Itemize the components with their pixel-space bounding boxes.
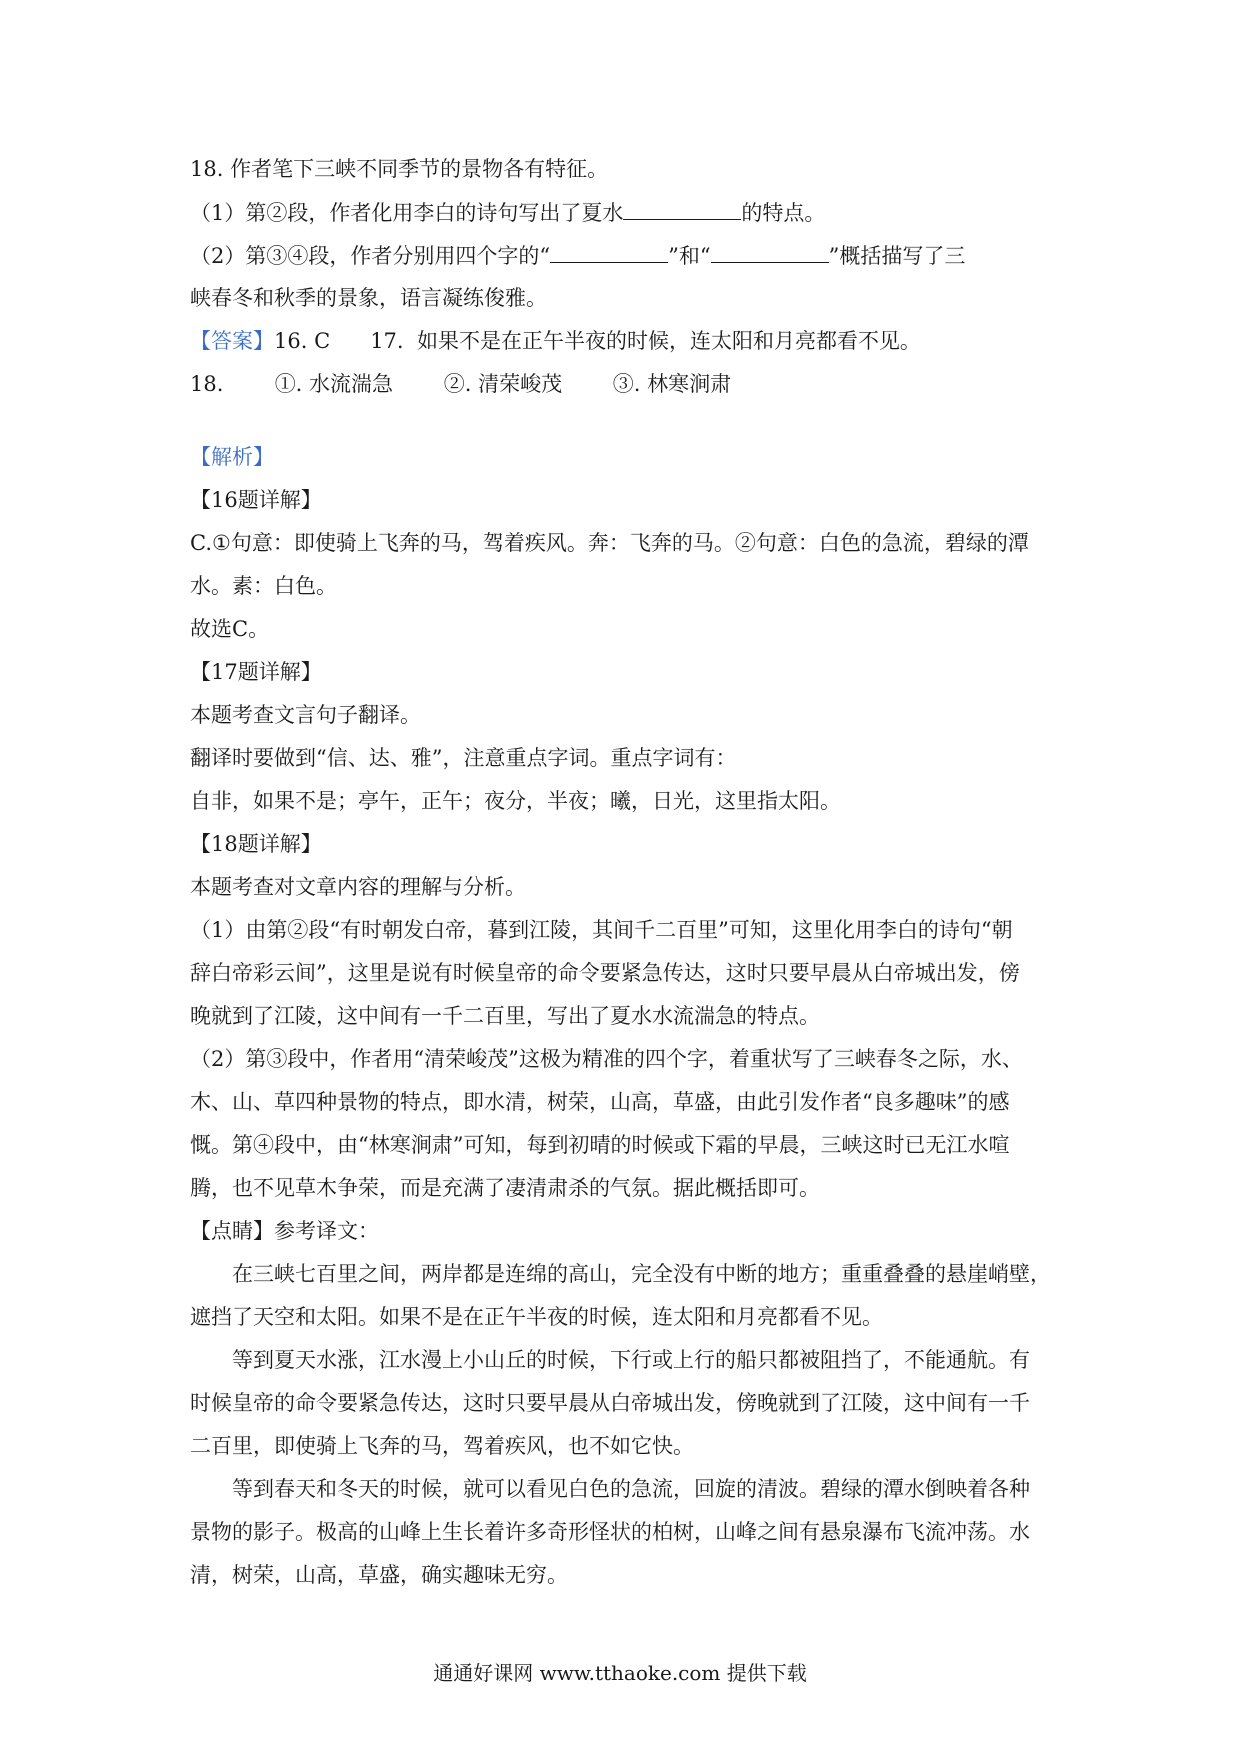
paragraph-line: 本题考查对文章内容的理解与分析。: [190, 875, 526, 899]
analysis-tag: 【解析】: [190, 445, 274, 469]
paragraph-line: 水。素：白色。: [190, 574, 337, 598]
paragraph-line: 故选C。: [190, 617, 270, 641]
note-label: 参考译文：: [274, 1219, 379, 1243]
question-18-title: 18. 作者笔下三峡不同季节的景物各有特征。: [190, 157, 609, 181]
note-tag: 【点睛】: [190, 1219, 274, 1243]
answer-item: ②. 清荣峻茂: [443, 372, 563, 396]
translation-line: 二百里，即使骑上飞奔的马，驾着疾风，也不如它快。: [190, 1434, 694, 1458]
part1-text-before: （1）第②段，作者化用李白的诗句写出了夏水: [190, 201, 624, 225]
part2-text-a: （2）第③④段，作者分别用四个字的“: [190, 244, 551, 268]
answer-tag: 【答案】: [190, 329, 274, 353]
q18-heading: 【18题详解】: [190, 832, 322, 856]
paragraph-line: 自非，如果不是；亭午，正午；夜分，半夜；曦，日光，这里指太阳。: [190, 789, 841, 813]
translation-line: 时候皇帝的命令要紧急传达，这时只要早晨从白帝城出发，傍晚就到了江陵，这中间有一千: [190, 1391, 1030, 1415]
paragraph-line: 翻译时要做到“信、达、雅”，注意重点字词。重点字词有：: [190, 746, 737, 770]
q17-heading: 【17题详解】: [190, 660, 322, 684]
answer-18-line: [190, 363, 1060, 406]
paragraph-line: 慨。第④段中，由“林寒涧肃”可知，每到初晴的时候或下霜的早晨，三峡这时已无江水喧: [190, 1133, 1010, 1157]
answer-blank: [550, 234, 668, 263]
answer-18-number: 18.: [190, 372, 224, 396]
translation-line: 清，树荣，山高，草盛，确实趣味无穷。: [190, 1563, 568, 1587]
paragraph-line: （2）第③段中，作者用“清荣峻茂”这极为精准的四个字，着重状写了三峡春冬之际，水、: [190, 1047, 1023, 1071]
translation-line: 等到春天和冬天的时候，就可以看见白色的急流，回旋的清波。碧绿的潭水倒映着各种: [232, 1477, 1030, 1501]
translation-line: 等到夏天水涨，江水漫上小山丘的时候，下行或上行的船只都被阻挡了，不能通航。有: [232, 1348, 1030, 1372]
answer-line: [190, 320, 1060, 363]
paragraph-line: C.①句意：即使骑上飞奔的马，驾着疾风。奔：飞奔的马。②句意：白色的急流，碧绿的潭: [190, 531, 1029, 555]
answer-item: ①. 水流湍急: [274, 372, 394, 396]
translation-line: 景物的影子。极高的山峰上生长着许多奇形怪状的柏树，山峰之间有悬泉瀑布飞流冲荡。水: [190, 1520, 1030, 1544]
q16-heading: 【16题详解】: [190, 488, 322, 512]
spacer: [190, 406, 1060, 436]
question-18-part2-cont: 峡春冬和秋季的景象，语言凝练俊雅。: [190, 286, 547, 310]
translation-line: 遮挡了天空和太阳。如果不是在正午半夜的时候，连太阳和月亮都看不见。: [190, 1305, 883, 1329]
part1-text-after: 的特点。: [741, 201, 826, 225]
part2-text-b: ”和“: [668, 244, 711, 268]
answer-blank: [623, 191, 741, 220]
paragraph-line: 晚就到了江陵，这中间有一千二百里，写出了夏水水流湍急的特点。: [190, 1004, 820, 1028]
answer-blank: [711, 234, 829, 263]
part2-text-c: ”概括描写了三: [828, 244, 966, 268]
paragraph-line: （1）由第②段“有时朝发白帝，暮到江陵，其间千二百里”可知，这里化用李白的诗句“朝: [190, 918, 1013, 942]
document-body: [190, 148, 1060, 1597]
paragraph-line: 木、山、草四种景物的特点，即水清，树荣，山高，草盛，由此引发作者“良多趣味”的感: [190, 1090, 1010, 1114]
note-line: [190, 1210, 1060, 1253]
page-footer: 通通好课网 www.tthaoke.com 提供下载: [433, 1661, 807, 1685]
paragraph-line: 本题考查文言句子翻译。: [190, 703, 421, 727]
translation-line: 在三峡七百里之间，两岸都是连绵的高山，完全没有中断的地方；重重叠叠的悬崖峭壁，: [232, 1262, 1051, 1286]
answer-item: ③. 林寒涧肃: [612, 372, 732, 396]
paragraph-line: 辞白帝彩云间”，这里是说有时候皇帝的命令要紧急传达，这时只要早晨从白帝城出发，傍: [190, 961, 1020, 985]
paragraph-line: 腾，也不见草木争荣，而是充满了凄清肃杀的气氛。据此概括即可。: [190, 1176, 820, 1200]
question-18-part1: [190, 191, 1060, 234]
question-18-part2: [190, 234, 1060, 277]
answer-text: 16. C 17. 如果不是在正午半夜的时候，连太阳和月亮都看不见。: [274, 329, 921, 353]
